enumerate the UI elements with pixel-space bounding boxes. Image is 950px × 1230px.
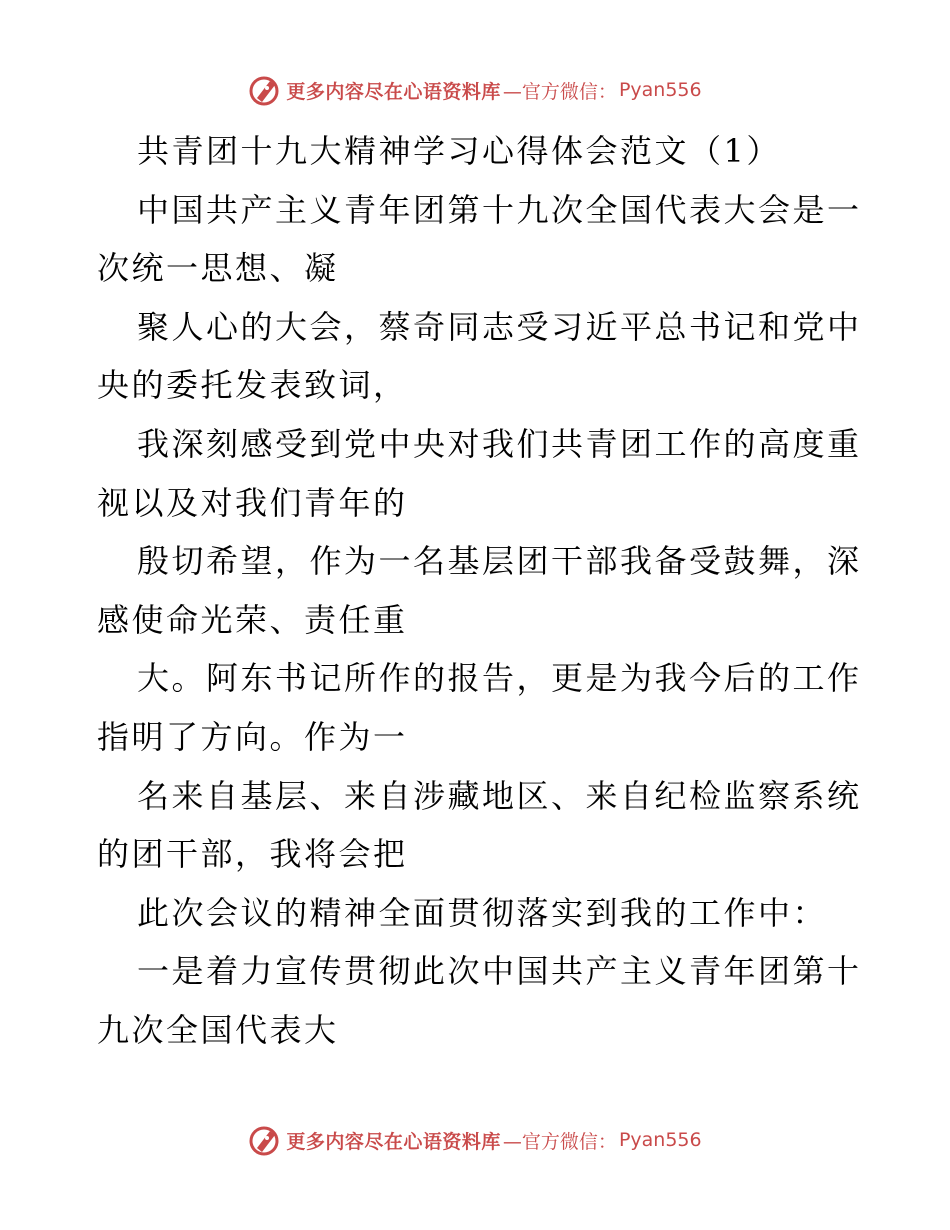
footer-banner xyxy=(0,1120,950,1160)
paragraph-line: 一是着力宣传贯彻此次中国共产主义青年团第十 xyxy=(137,952,862,991)
paragraph-line: 大。阿东书记所作的报告，更是为我今后的工作 xyxy=(137,659,862,698)
banner-sub-text: —官方微信： xyxy=(502,1130,617,1153)
paragraph-line: 视以及对我们青年的 xyxy=(97,483,408,522)
paragraph-line: 殷切希望，作为一名基层团干部我备受鼓舞，深 xyxy=(137,542,862,581)
document-body xyxy=(97,122,862,1060)
paragraph-line: 指明了方向。作为一 xyxy=(97,717,408,756)
banner-sub-text: —官方微信： xyxy=(502,80,617,103)
paragraph-line: 次统一思想、凝 xyxy=(97,249,339,288)
banner-main-text: 更多内容尽在心语资料库 xyxy=(286,1130,501,1153)
paragraph-line: 我深刻感受到党中央对我们共青团工作的高度重 xyxy=(137,424,862,463)
banner-wechat-id: Pyan556 xyxy=(618,1129,702,1151)
banner-wechat-id: Pyan556 xyxy=(618,79,702,101)
pen-nib-logo-icon xyxy=(248,1123,282,1157)
banner-main-text: 更多内容尽在心语资料库 xyxy=(286,80,501,103)
paragraph-line: 央的委托发表致词， xyxy=(97,366,408,405)
paragraph-line: 名来自基层、来自涉藏地区、来自纪检监察系统 xyxy=(137,776,862,815)
paragraph-line: 中国共产主义青年团第十九次全国代表大会是一 xyxy=(137,190,862,229)
document-title: 共青团十九大精神学习心得体会范文（1） xyxy=(137,132,781,170)
pen-nib-logo-icon xyxy=(248,73,282,107)
paragraph-line: 聚人心的大会，蔡奇同志受习近平总书记和党中 xyxy=(137,307,862,346)
paragraph-line: 此次会议的精神全面贯彻落实到我的工作中： xyxy=(137,893,828,932)
paragraph-line: 的团干部，我将会把 xyxy=(97,835,408,874)
paragraph-line: 感使命光荣、责任重 xyxy=(97,600,408,639)
header-banner xyxy=(0,70,950,110)
paragraph-line: 九次全国代表大 xyxy=(97,1010,339,1049)
